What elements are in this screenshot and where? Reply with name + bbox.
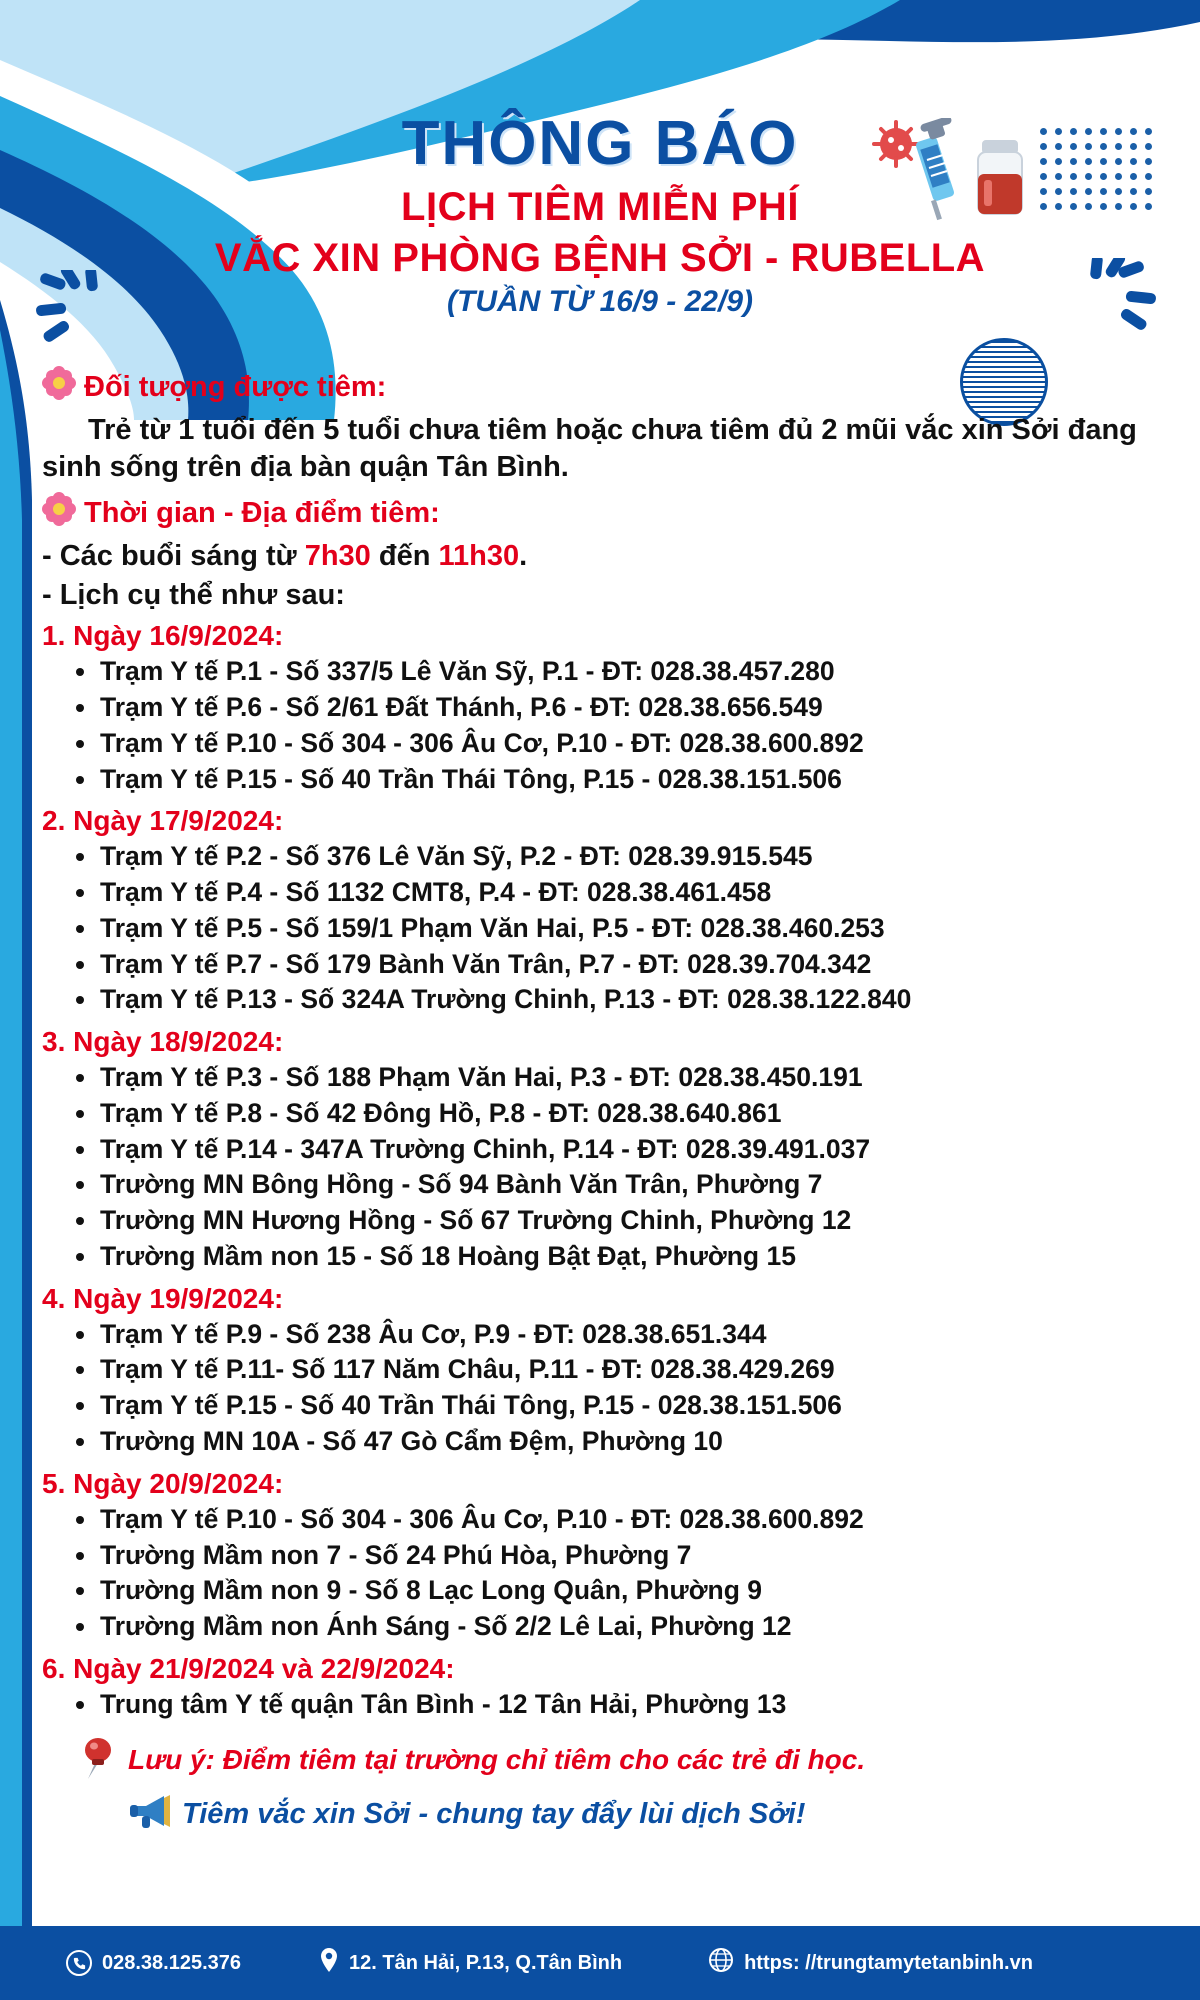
list-item: Trạm Y tế P.2 - Số 376 Lê Văn Sỹ, P.2 - ĐT: 028.39.915.545 bbox=[42, 839, 1162, 875]
list-item: Trạm Y tế P.15 - Số 40 Trần Thái Tông, P.15 - 028.38.151.506 bbox=[42, 762, 1162, 798]
schedule-day-items bbox=[42, 654, 1162, 797]
footer-bar bbox=[0, 1926, 1200, 2000]
time-line bbox=[42, 540, 1162, 573]
footer-website[interactable] bbox=[708, 1947, 1033, 1979]
phone-icon bbox=[66, 1950, 92, 1976]
header-icon-group bbox=[858, 118, 1078, 228]
time-from: 7h30 bbox=[304, 540, 371, 573]
time-to: 11h30 bbox=[438, 540, 520, 573]
list-item: Trạm Y tế P.14 - 347A Trường Chinh, P.14 - ĐT: 028.39.491.037 bbox=[42, 1132, 1162, 1168]
list-item: Trạm Y tế P.10 - Số 304 - 306 Âu Cơ, P.10 - ĐT: 028.38.600.892 bbox=[42, 726, 1162, 762]
time-heading-row bbox=[42, 492, 1162, 534]
list-item: Trạm Y tế P.15 - Số 40 Trần Thái Tông, P.15 - 028.38.151.506 bbox=[42, 1388, 1162, 1424]
target-heading-label: Đối tượng được tiêm: bbox=[84, 370, 387, 403]
footer-phone-text: 028.38.125.376 bbox=[102, 1951, 242, 1974]
list-item: Trường Mầm non 7 - Số 24 Phú Hòa, Phường 7 bbox=[42, 1538, 1162, 1574]
list-item: Trạm Y tế P.9 - Số 238 Âu Cơ, P.9 - ĐT: 028.38.651.344 bbox=[42, 1317, 1162, 1353]
footer-address-text: 12. Tân Hải, P.13, Q.Tân Bình bbox=[349, 1951, 623, 1974]
target-description: Trẻ từ 1 tuổi đến 5 tuổi chưa tiêm hoặc chưa tiêm đủ 2 mũi vắc xin Sởi đang sinh sống trên địa bàn quận Tân Bình. bbox=[42, 414, 1137, 484]
note-row-2 bbox=[42, 1792, 1162, 1837]
flower-icon bbox=[42, 366, 76, 408]
target-heading-row bbox=[42, 366, 1162, 408]
list-item: Trạm Y tế P.5 - Số 159/1 Phạm Văn Hai, P.5 - ĐT: 028.38.460.253 bbox=[42, 911, 1162, 947]
list-item: Trạm Y tế P.3 - Số 188 Phạm Văn Hai, P.3 - ĐT: 028.38.450.191 bbox=[42, 1060, 1162, 1096]
schedule-day-label: 4. Ngày 19/9/2024: bbox=[42, 1282, 284, 1314]
list-item: Trạm Y tế P.6 - Số 2/61 Đất Thánh, P.6 - ĐT: 028.38.656.549 bbox=[42, 690, 1162, 726]
schedule-day-items bbox=[42, 839, 1162, 1018]
time-heading-label: Thời gian - Địa điểm tiêm: bbox=[84, 496, 440, 529]
megaphone-icon bbox=[128, 1792, 174, 1837]
pushpin-icon bbox=[78, 1735, 118, 1786]
list-item: Trạm Y tế P.8 - Số 42 Đông Hồ, P.8 - ĐT: 028.38.640.861 bbox=[42, 1096, 1162, 1132]
syringe-icon bbox=[915, 118, 955, 220]
page-title: THÔNG BÁO bbox=[401, 109, 799, 178]
schedule-day-items bbox=[42, 1502, 1162, 1645]
note-text-1: Lưu ý: Điểm tiêm tại trường chỉ tiêm cho các trẻ đi học. bbox=[128, 1744, 866, 1776]
list-item: Trường MN 10A - Số 47 Gò Cẩm Đệm, Phường 10 bbox=[42, 1424, 1162, 1460]
list-item: Trạm Y tế P.13 - Số 324A Trường Chinh, P.13 - ĐT: 028.38.122.840 bbox=[42, 982, 1162, 1018]
week-range: (TUẦN TỪ 16/9 - 22/9) bbox=[447, 285, 753, 318]
list-item: Trạm Y tế P.11- Số 117 Năm Châu, P.11 - ĐT: 028.38.429.269 bbox=[42, 1352, 1162, 1388]
list-item: Trường Mầm non Ánh Sáng - Số 2/2 Lê Lai, Phường 12 bbox=[42, 1609, 1162, 1645]
note-row-1 bbox=[42, 1735, 1162, 1786]
list-item: Trường Mầm non 15 - Số 18 Hoàng Bật Đạt, Phường 15 bbox=[42, 1239, 1162, 1275]
list-item: Trường Mầm non 9 - Số 8 Lạc Long Quân, Phường 9 bbox=[42, 1573, 1162, 1609]
list-item: Trạm Y tế P.1 - Số 337/5 Lê Văn Sỹ, P.1 - ĐT: 028.38.457.280 bbox=[42, 654, 1162, 690]
schedule-day-label: 3. Ngày 18/9/2024: bbox=[42, 1026, 284, 1058]
schedule-day-label: 1. Ngày 16/9/2024: bbox=[42, 620, 284, 652]
note-text-2: Tiêm vắc xin Sởi - chung tay đẩy lùi dịch Sởi! bbox=[182, 1797, 806, 1830]
schedule-day-items bbox=[42, 1317, 1162, 1460]
schedule-list bbox=[42, 620, 1162, 1722]
schedule-day-label: 5. Ngày 20/9/2024: bbox=[42, 1467, 284, 1499]
list-item: Trạm Y tế P.4 - Số 1132 CMT8, P.4 - ĐT: 028.38.461.458 bbox=[42, 875, 1162, 911]
schedule-intro: - Lịch cụ thể như sau: bbox=[42, 579, 345, 612]
schedule-day-label: 2. Ngày 17/9/2024: bbox=[42, 805, 284, 837]
vaccine-vial-icon bbox=[978, 140, 1022, 214]
list-item: Trung tâm Y tế quận Tân Bình - 12 Tân Hải, Phường 13 bbox=[42, 1687, 1162, 1723]
globe-icon bbox=[708, 1947, 734, 1979]
subtitle-vaccine: VẮC XIN PHÒNG BỆNH SỞI - RUBELLA bbox=[214, 236, 986, 280]
footer-website-text: https: //trungtamytetanbinh.vn bbox=[744, 1951, 1033, 1974]
flower-icon bbox=[42, 492, 76, 534]
list-item: Trường MN Bông Hồng - Số 94 Bành Văn Trân, Phường 7 bbox=[42, 1167, 1162, 1203]
subtitle-free-schedule: LỊCH TIÊM MIỄN PHÍ bbox=[401, 185, 799, 229]
location-pin-icon bbox=[319, 1947, 339, 1979]
list-item: Trạm Y tế P.7 - Số 179 Bành Văn Trân, P.7 - ĐT: 028.39.704.342 bbox=[42, 947, 1162, 983]
schedule-day-label: 6. Ngày 21/9/2024 và 22/9/2024: bbox=[42, 1652, 455, 1684]
time-mid: đến bbox=[370, 540, 439, 573]
virus-icon bbox=[874, 122, 918, 166]
schedule-day-items bbox=[42, 1060, 1162, 1275]
list-item: Trường MN Hương Hồng - Số 67 Trường Chinh, Phường 12 bbox=[42, 1203, 1162, 1239]
time-line-prefix: - Các buổi sáng từ bbox=[42, 540, 305, 573]
list-item: Trạm Y tế P.10 - Số 304 - 306 Âu Cơ, P.10 - ĐT: 028.38.600.892 bbox=[42, 1502, 1162, 1538]
poster-body bbox=[42, 360, 1162, 1837]
schedule-day-items bbox=[42, 1687, 1162, 1723]
footer-address bbox=[319, 1947, 622, 1979]
footer-phone[interactable] bbox=[66, 1950, 241, 1976]
time-end: . bbox=[519, 540, 528, 573]
